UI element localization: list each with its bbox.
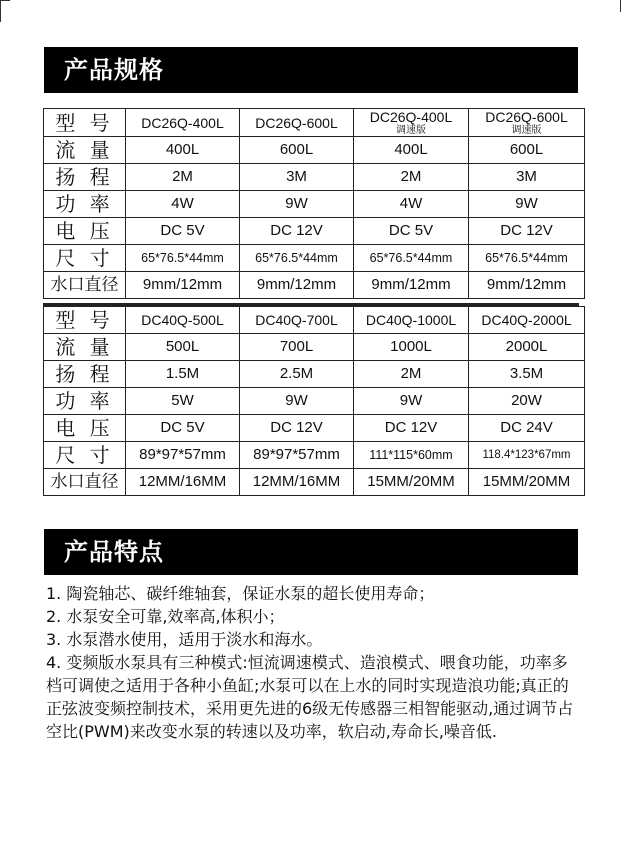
feature-item: 1. 陶瓷轴芯、碳纤维轴套，保证水泵的超长使用寿命； xyxy=(46,584,435,603)
table-cell: 400L xyxy=(354,137,469,164)
table-cell xyxy=(469,109,585,137)
table-cell: DC 24V xyxy=(469,415,585,442)
table-cell: 89*97*57mm xyxy=(240,442,354,469)
row-label: 功 率 xyxy=(44,191,126,218)
feature-item: 3. 水泵潜水使用，适用于淡水和海水。 xyxy=(46,630,323,649)
table-row xyxy=(44,307,585,334)
table-cell: 89*97*57mm xyxy=(126,442,240,469)
table-row xyxy=(44,218,585,245)
table-row xyxy=(44,334,585,361)
table-row xyxy=(44,442,585,469)
row-label: 流 量 xyxy=(44,137,126,164)
table-cell: 15MM/20MM xyxy=(354,469,469,496)
page-corner-mark xyxy=(0,0,10,1)
table-cell: DC40Q-1000L xyxy=(354,307,469,334)
table-cell: 65*76.5*44mm xyxy=(240,245,354,272)
row-label: 电 压 xyxy=(44,218,126,245)
row-label: 型 号 xyxy=(44,307,126,334)
table-cell: 2M xyxy=(126,164,240,191)
table-row xyxy=(44,191,585,218)
table-cell: DC26Q-600L xyxy=(240,109,354,137)
table-cell: 2M xyxy=(354,361,469,388)
model-name: DC26Q-600L xyxy=(485,109,568,125)
spec-section-title: 产品规格 xyxy=(44,47,578,93)
table-cell: 111*115*60mm xyxy=(354,442,469,469)
table-cell: DC40Q-2000L xyxy=(469,307,585,334)
table-cell: 4W xyxy=(126,191,240,218)
row-label: 水口直径 xyxy=(44,469,126,496)
table-cell: 65*76.5*44mm xyxy=(126,245,240,272)
row-label: 扬 程 xyxy=(44,361,126,388)
row-label: 电 压 xyxy=(44,415,126,442)
table-cell: 2M xyxy=(354,164,469,191)
table-cell: 2.5M xyxy=(240,361,354,388)
row-label: 功 率 xyxy=(44,388,126,415)
table-cell: 118.4*123*67mm xyxy=(469,442,585,469)
table-cell: DC 12V xyxy=(354,415,469,442)
table-cell: DC26Q-400L xyxy=(126,109,240,137)
model-name: DC26Q-400L xyxy=(369,109,453,125)
table-cell: 9W xyxy=(240,388,354,415)
table-cell: 9W xyxy=(469,191,585,218)
table-cell: 9mm/12mm xyxy=(126,272,240,299)
table-cell: 600L xyxy=(469,137,585,164)
table-row xyxy=(44,272,585,299)
row-label: 水口直径 xyxy=(44,272,126,299)
table-cell xyxy=(354,109,469,137)
table-cell: DC 5V xyxy=(354,218,469,245)
table-row xyxy=(44,109,585,137)
table-cell: 1000L xyxy=(354,334,469,361)
table-cell: 500L xyxy=(126,334,240,361)
table-cell: 9mm/12mm xyxy=(354,272,469,299)
features-section-title: 产品特点 xyxy=(44,529,578,575)
table-cell: 600L xyxy=(240,137,354,164)
table-row xyxy=(44,164,585,191)
table-cell: 700L xyxy=(240,334,354,361)
table-cell: DC40Q-700L xyxy=(240,307,354,334)
spec-table-dc40q xyxy=(43,306,585,496)
table-cell: 12MM/16MM xyxy=(240,469,354,496)
table-cell: 3M xyxy=(240,164,354,191)
model-variant-note: 调速版 xyxy=(396,125,426,136)
table-cell: DC 5V xyxy=(126,218,240,245)
table-cell: 12MM/16MM xyxy=(126,469,240,496)
row-label: 流 量 xyxy=(44,334,126,361)
table-row xyxy=(44,415,585,442)
table-cell: 65*76.5*44mm xyxy=(354,245,469,272)
table-cell: DC 5V xyxy=(126,415,240,442)
row-label: 尺 寸 xyxy=(44,442,126,469)
table-cell: 65*76.5*44mm xyxy=(469,245,585,272)
table-row xyxy=(44,388,585,415)
table-cell: 9W xyxy=(240,191,354,218)
feature-item: 2. 水泵安全可靠,效率高,体积小； xyxy=(46,607,285,626)
feature-item: 4. 变频版水泵具有三种模式:恒流调速模式、造浪模式、喂食功能，功率多档可调使之适用于各种小鱼缸;水泵可以在上水的同时实现造浪功能;真正的正弦波变频控制技术，采用更先进的6级无传感器三相智能驱动,通过调节占空比(PWM)来改变水泵的转速以及功率，软启动,寿命长,噪音低. xyxy=(46,653,574,741)
table-cell: 2000L xyxy=(469,334,585,361)
table-cell: DC 12V xyxy=(240,218,354,245)
table-cell: DC 12V xyxy=(469,218,585,245)
table-row xyxy=(44,469,585,496)
page-corner-mark xyxy=(0,0,1,22)
table-cell: DC 12V xyxy=(240,415,354,442)
model-variant-note: 调速版 xyxy=(511,125,542,136)
table-cell: 5W xyxy=(126,388,240,415)
table-row xyxy=(44,245,585,272)
table-cell: 15MM/20MM xyxy=(469,469,585,496)
table-cell: 9W xyxy=(354,388,469,415)
row-label: 尺 寸 xyxy=(44,245,126,272)
table-cell: 4W xyxy=(354,191,469,218)
row-label: 扬 程 xyxy=(44,164,126,191)
table-row xyxy=(44,137,585,164)
table-cell: 400L xyxy=(126,137,240,164)
table-cell: 20W xyxy=(469,388,585,415)
spec-table-dc26q xyxy=(43,108,585,299)
row-label: 型 号 xyxy=(44,109,126,137)
table-cell: 9mm/12mm xyxy=(469,272,585,299)
table-cell: DC40Q-500L xyxy=(126,307,240,334)
features-list xyxy=(46,582,578,743)
table-cell: 3M xyxy=(469,164,585,191)
table-cell: 1.5M xyxy=(126,361,240,388)
table-row xyxy=(44,361,585,388)
table-cell: 3.5M xyxy=(469,361,585,388)
table-cell: 9mm/12mm xyxy=(240,272,354,299)
